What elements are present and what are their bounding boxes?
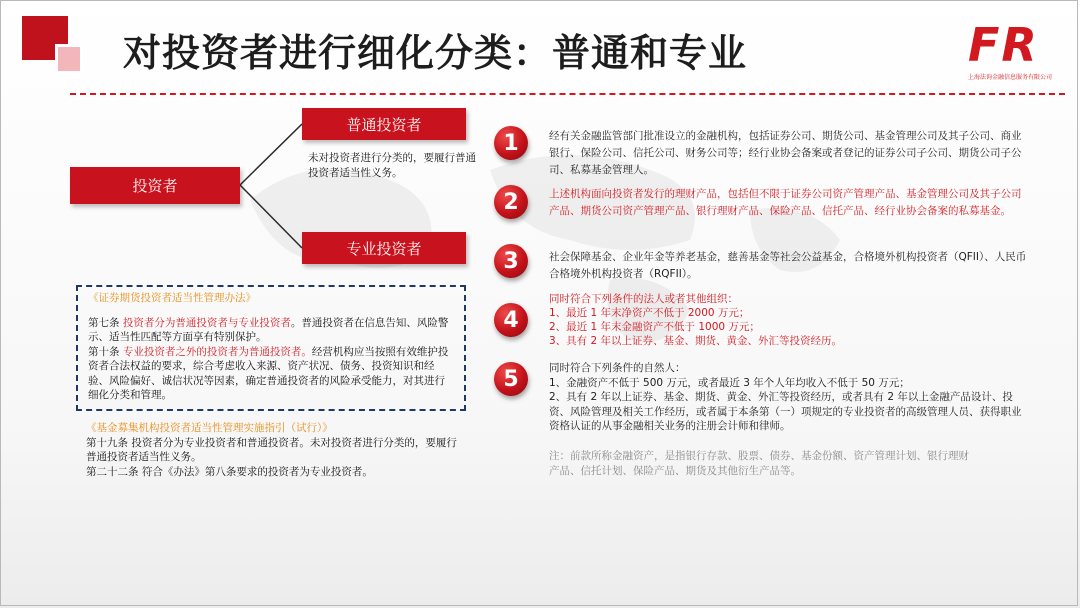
item-1-text: 经有关金融监管部门批准设立的金融机构，包括证券公司、期货公司、基金管理公司及其子公司、商业银行、保险公司、信托公司、财务公司等；经行业协会备案或者登记的证券公司子公司、期货公司子公司、私募基金管理人。 [549, 130, 1022, 176]
investor-node: 投资者 [70, 167, 240, 204]
law1-article10: 第十条 专业投资者之外的投资者为普通投资者。经营机构应当按照有效维护投资者合法权益的要求，综合考虑收入来源、资产状况、债务、投资知识和经验、风险偏好、诚信状况等因素，确定普通投资者的风险承受能力，对其进行细化分类和管理。 [88, 345, 449, 401]
number-badge-1: 1 [494, 126, 528, 160]
law-box-2 [86, 421, 466, 479]
law1-article7: 第七条 投资者分为普通投资者与专业投资者。普通投资者在信息告知、风险警示、适当性匹配等方面享有特别保护。 [88, 316, 449, 343]
normal-investor-node: 普通投资者 [302, 108, 466, 140]
page-title: 对投资者进行细化分类：普通和专业 [123, 31, 748, 75]
item-2-text: 上述机构面向投资者发行的理财产品，包括但不限于证券公司资产管理产品、基金管理公司及其子公司产品、期货公司资产管理产品、银行理财产品、保险产品、信托产品、经行业协会备案的私募基金。 [549, 188, 1022, 217]
number-badge-2: 2 [494, 185, 528, 219]
law2-title: 《基金募集机构投资者适当性管理实施指引（试行）》 [86, 422, 333, 434]
item-4-text: 同时符合下列条件的法人或者其他组织： 1、最近 1 年末净资产不低于 2000 万元； 2、最近 1 年末金融资产不低于 1000 万元； 3、具有 2 年以上证券、基金、期货、黄金、外汇等投资经历。 [549, 293, 843, 347]
item-5-text: 同时符合下列条件的自然人： 1、金融资产不低于 500 万元，或者最近 3 年个人年均收入不低于 50 万元； 2、具有 2 年以上证券、基金、期货、黄金、外汇等投资经历，或者具有 2 年以上金融产品设计、投资、风险管理及相关工作经历，或者属于本条第（一）项规定的专业投资者的高级管理人员、获得职业资格认证的从事金融相关业务的注册会计师和律师。 [549, 362, 1022, 432]
brand-logo-text: FR [968, 18, 1039, 72]
number-badge-5: 5 [494, 362, 528, 396]
law1-title: 《证券期货投资者适当性管理办法》 [88, 292, 256, 304]
footnote: 注：前款所称金融资产，是指银行存款、股票、债券、基金份额、资产管理计划、银行理财产品、信托计划、保险产品、期货及其他衍生产品等。 [549, 450, 969, 477]
law2-article22: 第二十二条 符合《办法》第八条要求的投资者为专业投资者。 [86, 465, 373, 478]
pro-investor-node: 专业投资者 [302, 232, 466, 264]
item-3-text: 社会保障基金、企业年金等养老基金，慈善基金等社会公益基金，合格境外机构投资者（QFII）、人民币合格境外机构投资者（RQFII）。 [549, 251, 1027, 280]
law2-article19: 第十九条 投资者分为专业投资者和普通投资者。未对投资者进行分类的，要履行普通投资者适当性义务。 [86, 436, 457, 463]
law-box-1 [76, 285, 466, 411]
number-badge-4: 4 [494, 303, 528, 337]
number-badge-3: 3 [494, 244, 528, 278]
brand-subtitle: 上海法询金融信息服务有限公司 [968, 74, 1053, 81]
normal-investor-desc: 未对投资者进行分类的，要履行普通投资者适当性义务。 [308, 152, 476, 179]
